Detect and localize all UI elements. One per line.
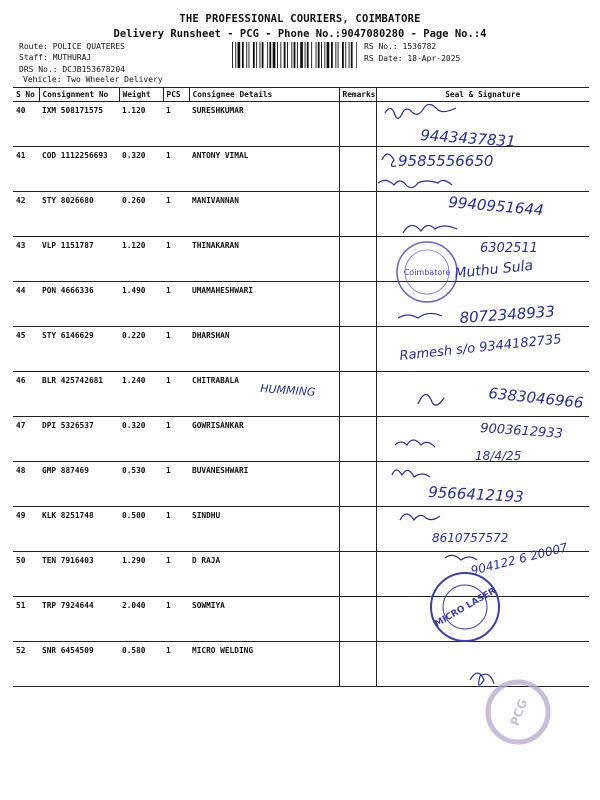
cell-consignment: TRP 7924644: [39, 597, 119, 642]
hw-phone-45: 8072348933: [459, 302, 556, 327]
cell-remarks: [339, 642, 376, 687]
barcode-bar: [297, 42, 298, 68]
cell-sno: 48: [13, 462, 39, 507]
cell-weight: 0.580: [119, 642, 163, 687]
cell-remarks: [339, 327, 376, 372]
cell-pcs: 1: [163, 147, 189, 192]
barcode-bar: [232, 42, 233, 68]
cell-sno: 51: [13, 597, 39, 642]
barcode-bar: [294, 42, 296, 68]
col-remarks: Remarks: [339, 88, 376, 102]
cell-consignment: TEN 7916403: [39, 552, 119, 597]
cell-signature: [376, 372, 589, 417]
cell-sno: 52: [13, 642, 39, 687]
col-pcs: PCS: [163, 88, 189, 102]
hw-phone-46: Ramesh s/o 9344182735: [398, 332, 563, 364]
barcode-bar: [300, 42, 303, 68]
hw-phone-47: 6383046966: [487, 384, 585, 412]
hw-phone-42: 9940951644: [447, 193, 545, 220]
cell-weight: 0.260: [119, 192, 163, 237]
hw-phone-50: 8610757572: [432, 531, 509, 545]
cell-consignee: ANTONY VIMAL: [189, 147, 339, 192]
barcode-bar: [260, 42, 261, 68]
table-row: [13, 552, 589, 597]
cell-pcs: 1: [163, 552, 189, 597]
hw-remark-47: HUMMING: [259, 382, 316, 399]
barcode-bar: [287, 42, 288, 68]
table-row: [13, 372, 589, 417]
cell-consignment: DPI 5326537: [39, 417, 119, 462]
hw-name-44: Muthu Sula: [453, 257, 534, 282]
cell-consignment: VLP 1151787: [39, 237, 119, 282]
cell-pcs: 1: [163, 102, 189, 147]
table-row: [13, 417, 589, 462]
table-row: [13, 237, 589, 282]
pcg-stamp: [488, 682, 548, 742]
cell-signature: [376, 192, 589, 237]
cell-consignee: SOWMIYA: [189, 597, 339, 642]
cell-signature: [376, 147, 589, 192]
cell-sno: 47: [13, 417, 39, 462]
barcode-bar: [280, 42, 281, 68]
cell-pcs: 1: [163, 417, 189, 462]
barcode-bar: [235, 42, 236, 68]
staff-label: Staff: MUTHURAJ: [19, 53, 92, 62]
cell-consignment: STY 8026680: [39, 192, 119, 237]
cell-consignee: CHITRABALA: [189, 372, 339, 417]
col-consignment: Consignment No: [39, 88, 119, 102]
barcode-bar: [321, 42, 322, 68]
barcode-bar: [284, 42, 286, 68]
barcode-bar: [246, 42, 247, 68]
cell-remarks: [339, 507, 376, 552]
table-row: [13, 102, 589, 147]
cell-pcs: 1: [163, 597, 189, 642]
cell-sno: 43: [13, 237, 39, 282]
cell-consignee: THINAKARAN: [189, 237, 339, 282]
barcode-bar: [316, 42, 317, 68]
barcode-bar: [331, 42, 333, 68]
table-header-row: [13, 88, 589, 102]
barcode-bar: [267, 42, 268, 68]
barcode-bar: [324, 42, 325, 68]
cell-signature: [376, 237, 589, 282]
cell-consignment: STY 6146629: [39, 327, 119, 372]
cell-weight: 1.240: [119, 372, 163, 417]
runsheet-subtitle: Delivery Runsheet - PCG - Phone No.:9047080280 - Page No.:4: [113, 28, 487, 40]
cell-consignee: BUVANESHWARI: [189, 462, 339, 507]
cell-weight: 0.320: [119, 147, 163, 192]
cell-weight: 0.500: [119, 507, 163, 552]
hw-date-48: 18/4/25: [475, 449, 522, 463]
cell-consignment: PON 4666336: [39, 282, 119, 327]
table-row: [13, 462, 589, 507]
cell-remarks: [339, 597, 376, 642]
cell-pcs: 1: [163, 642, 189, 687]
cell-pcs: 1: [163, 372, 189, 417]
drs-number: DRS No.: DCJB153678204: [19, 65, 125, 74]
cell-sno: 49: [13, 507, 39, 552]
col-signature: Seal & Signature: [376, 88, 589, 102]
stamp-text-coimbatore: Coimbatore: [403, 268, 451, 277]
barcode-bar: [351, 42, 353, 68]
rs-number: RS No.: 1536782: [364, 42, 437, 51]
cell-consignment: SNR 6454509: [39, 642, 119, 687]
cell-consignment: COD 1112256693: [39, 147, 119, 192]
cell-signature: [376, 507, 589, 552]
cell-signature: [376, 552, 589, 597]
hw-phone-49: 9566412193: [427, 483, 525, 506]
table-row: [13, 597, 589, 642]
barcode-bar: [335, 42, 336, 68]
cell-weight: 1.290: [119, 552, 163, 597]
cell-consignment: KLK 8251748: [39, 507, 119, 552]
cell-consignee: UMAMAHESHWARI: [189, 282, 339, 327]
cell-weight: 0.530: [119, 462, 163, 507]
cell-sno: 46: [13, 372, 39, 417]
cell-consignee: MICRO WELDING: [189, 642, 339, 687]
stamp-text-micro: MICRO LASER: [433, 586, 498, 630]
company-title: THE PROFESSIONAL COURIERS, COIMBATORE: [179, 13, 421, 25]
cell-pcs: 1: [163, 192, 189, 237]
cell-weight: 0.320: [119, 417, 163, 462]
cell-consignee: DHARSHAN: [189, 327, 339, 372]
cell-consignee: GOWRISANKAR: [189, 417, 339, 462]
cell-sno: 42: [13, 192, 39, 237]
cell-pcs: 1: [163, 507, 189, 552]
barcode-bar: [311, 42, 312, 68]
barcode-bar: [291, 42, 292, 68]
cell-signature: [376, 597, 589, 642]
barcode-bar: [345, 42, 346, 68]
col-consignee: Consignee Details: [189, 88, 339, 102]
cell-pcs: 1: [163, 462, 189, 507]
vehicle-label: Vehicle: Two Wheeler Delivery: [23, 75, 163, 84]
cell-weight: 1.120: [119, 102, 163, 147]
barcode-bar: [307, 42, 309, 68]
col-sno: S No: [13, 88, 39, 102]
cell-weight: 1.490: [119, 282, 163, 327]
barcode-bar: [242, 42, 244, 68]
barcode-bar: [273, 42, 276, 68]
hw-phone-43: 6302511: [480, 241, 538, 256]
cell-weight: 2.040: [119, 597, 163, 642]
hw-phone-51: 904122 6 20007: [469, 540, 570, 578]
cell-weight: 0.220: [119, 327, 163, 372]
barcode-bar: [269, 42, 271, 68]
cell-sno: 45: [13, 327, 39, 372]
rs-date: RS Date: 18-Apr-2025: [364, 54, 461, 63]
cell-remarks: [339, 372, 376, 417]
cell-signature: [376, 642, 589, 687]
cell-signature: [376, 417, 589, 462]
cell-sno: 44: [13, 282, 39, 327]
barcode-bar: [305, 42, 306, 68]
cell-consignment: GMP 887469: [39, 462, 119, 507]
cell-signature: [376, 102, 589, 147]
hw-phone-41: 9585556650: [398, 152, 494, 170]
table-row: [13, 282, 589, 327]
cell-remarks: [339, 282, 376, 327]
cell-signature: [376, 282, 589, 327]
hw-phone-48: 9003612933: [479, 421, 564, 442]
cell-weight: 1.120: [119, 237, 163, 282]
cell-remarks: [339, 102, 376, 147]
table-row: [13, 192, 589, 237]
barcode-bar: [356, 42, 357, 68]
delivery-table: [13, 87, 589, 687]
barcode-bar: [253, 42, 255, 68]
stamp-text-pcg: PCG: [507, 697, 531, 728]
barcode-bar: [277, 42, 278, 68]
barcode-bar: [318, 42, 320, 68]
barcode: [232, 42, 357, 68]
table-row: [13, 327, 589, 372]
barcode-bar: [262, 42, 264, 68]
table-row: [13, 147, 589, 192]
barcode-bar: [349, 42, 350, 68]
table-row: [13, 642, 589, 687]
cell-consignment: BLR 425742681: [39, 372, 119, 417]
barcode-bar: [338, 42, 339, 68]
barcode-bar: [249, 42, 250, 68]
cell-remarks: [339, 237, 376, 282]
barcode-bar: [238, 42, 241, 68]
cell-remarks: [339, 462, 376, 507]
route-label: Route: POLICE QUATERES: [19, 42, 125, 51]
cell-remarks: [339, 147, 376, 192]
table-row: [13, 507, 589, 552]
cell-consignee: SURESHKUMAR: [189, 102, 339, 147]
cell-remarks: [339, 552, 376, 597]
cell-sno: 40: [13, 102, 39, 147]
cell-consignee: D RAJA: [189, 552, 339, 597]
hw-phone-40: 9443437831: [419, 126, 517, 151]
barcode-bar: [256, 42, 257, 68]
barcode-bar: [342, 42, 344, 68]
cell-remarks: [339, 192, 376, 237]
cell-remarks: [339, 417, 376, 462]
barcode-bar: [327, 42, 330, 68]
cell-pcs: 1: [163, 282, 189, 327]
cell-consignee: MANIVANNAN: [189, 192, 339, 237]
cell-consignment: IXM 508171575: [39, 102, 119, 147]
cell-pcs: 1: [163, 327, 189, 372]
cell-consignee: SINDHU: [189, 507, 339, 552]
cell-signature: [376, 462, 589, 507]
cell-pcs: 1: [163, 237, 189, 282]
col-weight: Weight: [119, 88, 163, 102]
cell-sno: 50: [13, 552, 39, 597]
cell-signature: [376, 327, 589, 372]
cell-sno: 41: [13, 147, 39, 192]
